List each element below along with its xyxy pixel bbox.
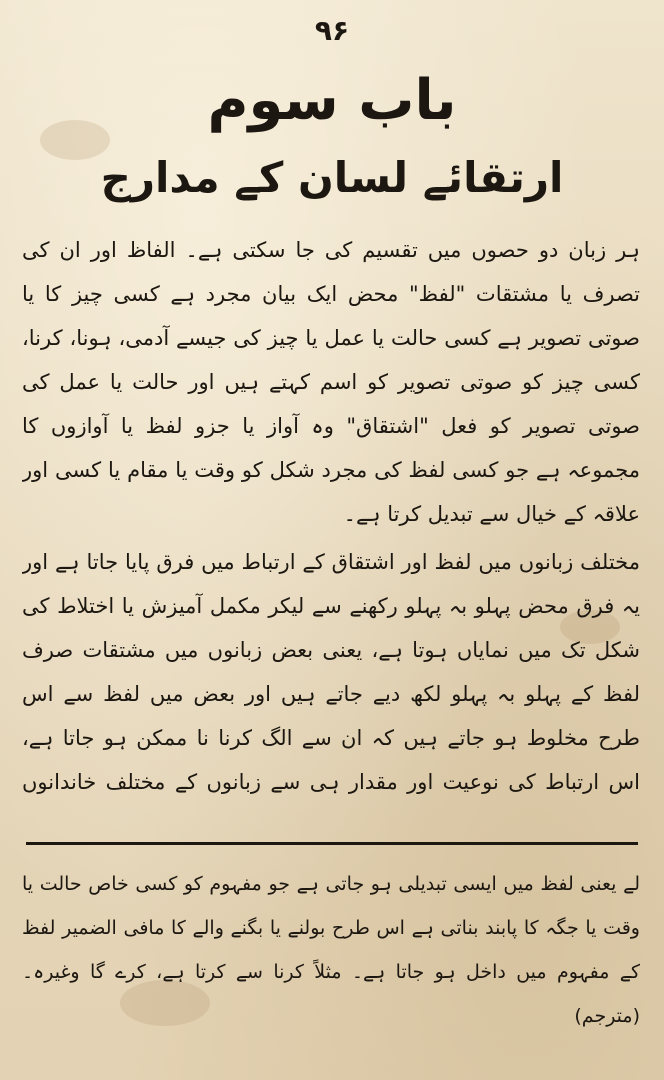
chapter-subtitle: ارتقائے لسان کے مدارج [100,153,564,202]
body-paragraph-2: مختلف زبانوں میں لفظ اور اشتقاق کے ارتباط میں فرق پایا جاتا ہے اور یہ فرق محض پہلو بہ پہلو رکھنے سے لیکر مکمل آمیزش یا اختلاط کی شکل تک میں نمایاں ہوتا ہے، یعنی بعض زبانوں میں مشتقات صرف لفظ کے پہلو بہ پہلو لکھ دیے جاتے ہیں اور بعض میں لفظ سے اس طرح مخلوط ہو جاتے ہیں کہ ان سے الگ کرنا نا ممکن ہو جاتا ہے، اس ارتباط کی نوعیت اور مقدار ہی سے زبانوں کے مختلف خاندانوں [22,550,640,794]
footnote-text: لے یعنی لفظ میں ایسی تبدیلی ہو جاتی ہے جو مفہوم کو کسی خاص حالت یا وقت یا جگہ کا پابند بناتی ہے اس طرح بولنے یا بگنے والے کا مافی الضمیر لفظ کے مفہوم میں داخل ہو جاتا ہے۔ مثلاً کرنا سے کرتا ہے، کرے گا وغیرہ۔ (مترجم) [22,873,640,1027]
footnote-divider [26,842,638,845]
footnote [22,862,640,1052]
body-paragraph-1: ہر زبان دو حصوں میں تقسیم کی جا سکتی ہے۔ الفاظ اور ان کی تصرف یا مشتقات "لفظ" محض ایک بیان مجرد ہے کسی چیز کا یا صوتی تصویر ہے کسی حالت یا عمل یا چیز کی جیسے آدمی، ہونا، کرنا، کسی چیز کو صوتی تصویر کو اسم کہتے ہیں اور حالت یا عمل کی صوتی تصویر کو فعل "اشتقاق" وہ آواز یا جزو لفظ یا آوازوں کا مجموعہ ہے جو کسی لفظ کی مجرد شکل کو وقت یا مقام یا کسی اور علاقہ کے خیال سے تبدیل کرتا ہے۔ [22,238,640,526]
page-number: ۹۶ [314,14,350,47]
chapter-title: باب سوم [207,68,457,133]
body-text [22,228,640,808]
